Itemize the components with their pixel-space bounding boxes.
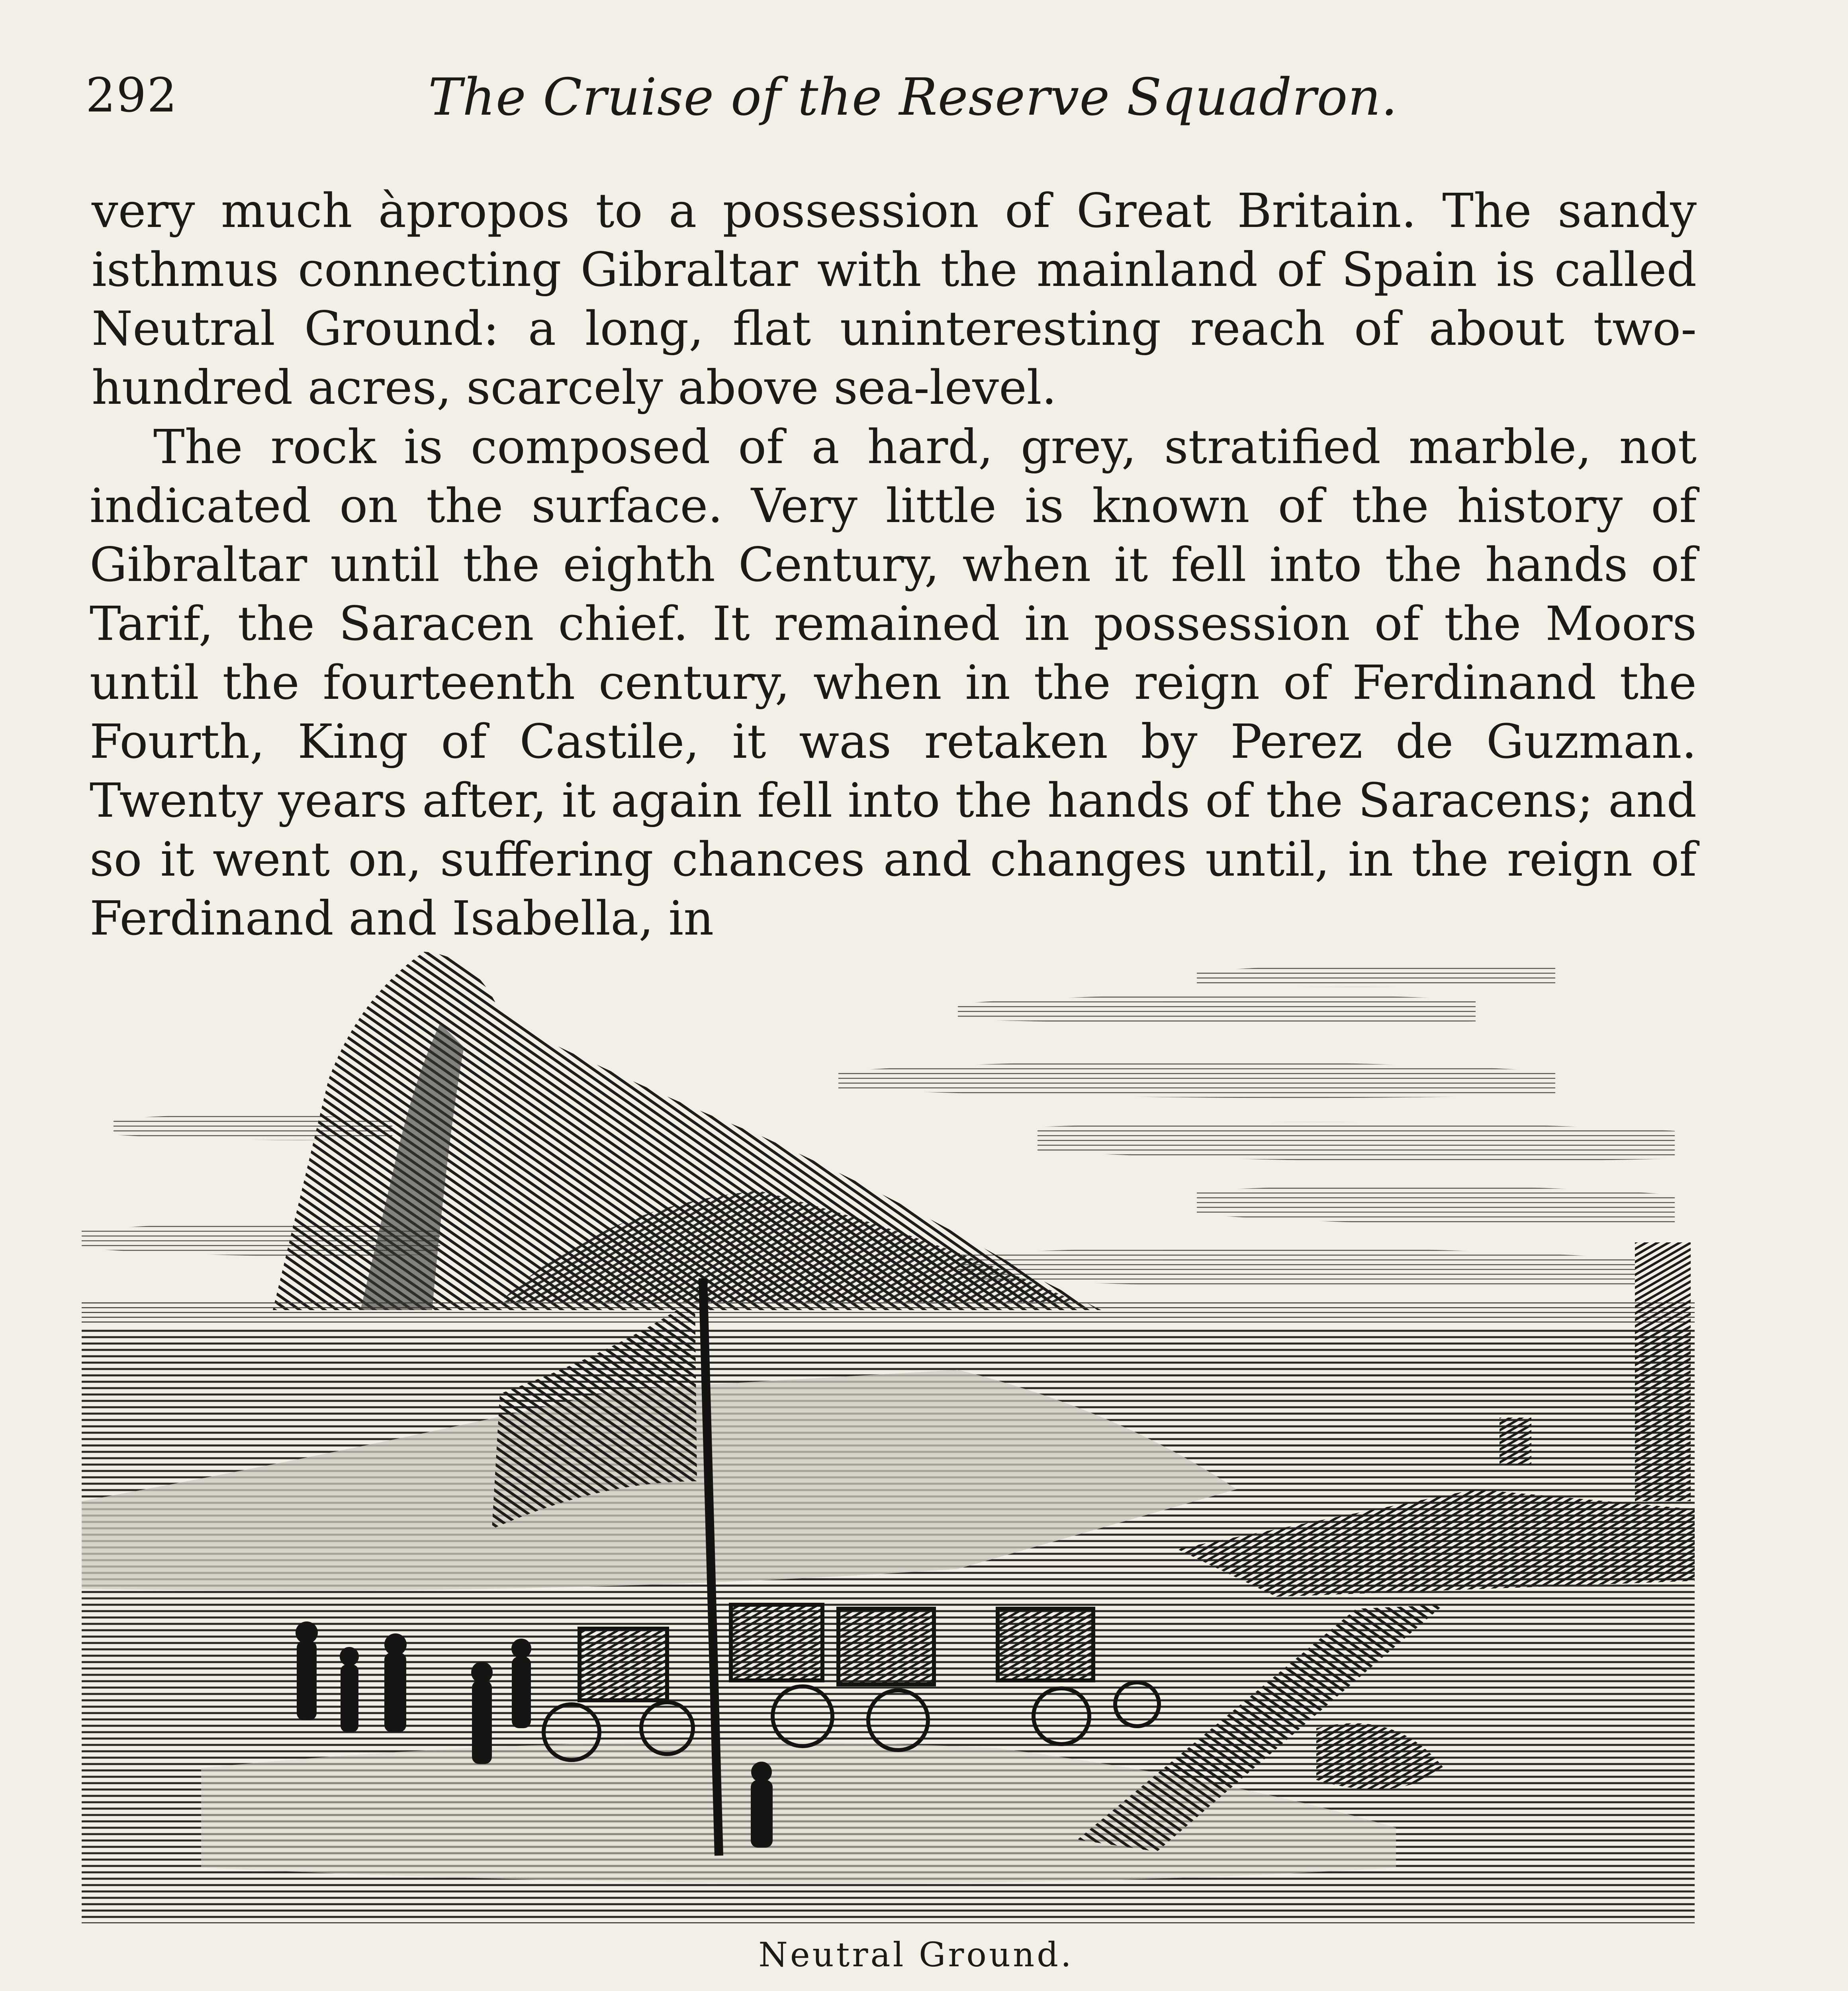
paragraph-1: very much àpropos to a possession of Great Britain. The sandy isthmus connecting Gibraltar with the mainland of Spain is called Neutral Ground: a long, flat uninteresting reach of about two-hundred acres, scarcely above sea-level. [92,183,1697,415]
running-title: The Cruise of the Reserve Squadron. [428,68,1398,127]
engraving-illustration [82,952,1695,1923]
paragraph-2: The rock is composed of a hard, grey, stratified marble, not indicated on the surface. Very little is known of the history of Gibraltar until the eighth Century, when it fell into the hands of Tarif, the Saracen chief. It remained in possession of the Moors until the fourteenth century, when in the reign of Ferdinand the Fourth, King of Castile, it was retaken by Perez de Guzman. Twenty years after, it again fell into the hands of the Saracens; and so it went on, suffering chances and changes until, in the reign of Ferdinand and Isabella, in [90,419,1697,946]
page-number: 292 [86,68,178,123]
figure-caption: Neutral Ground. [758,1935,1074,1974]
engraving-neutral-ground [82,952,1695,1923]
running-header [86,60,1707,127]
